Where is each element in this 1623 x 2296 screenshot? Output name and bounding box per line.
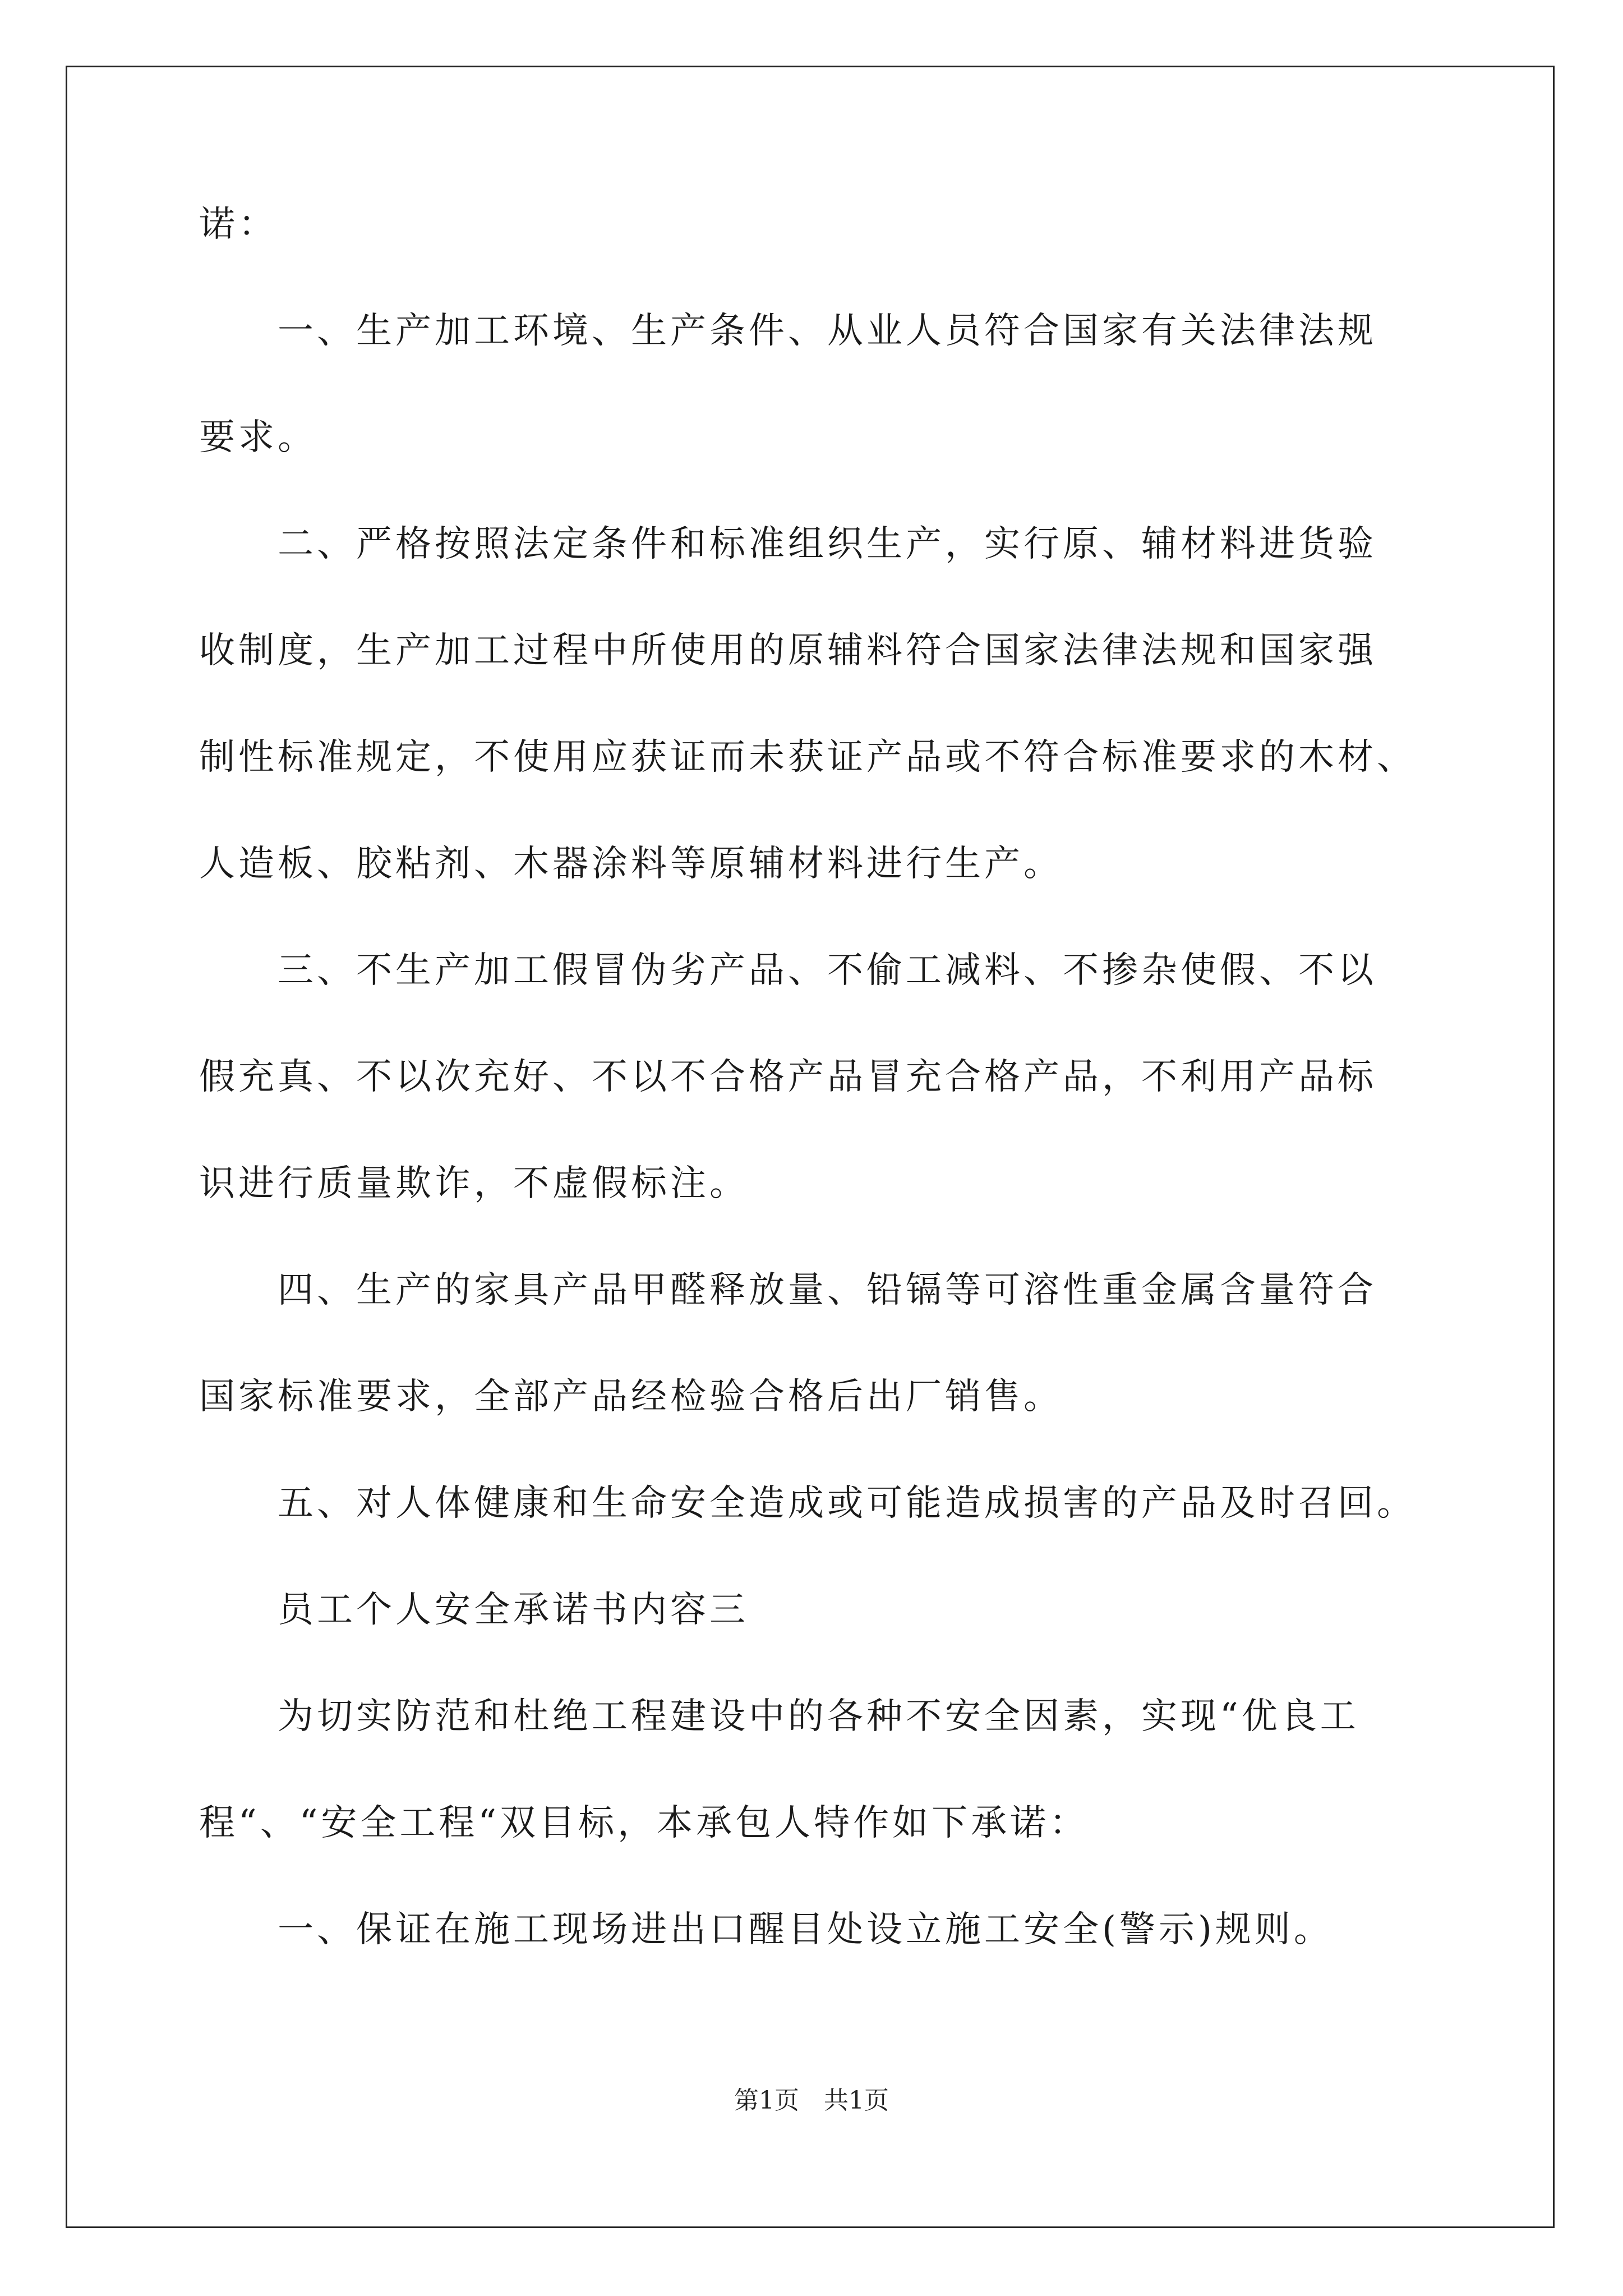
- section-heading: 员工个人安全承诺书内容三: [199, 1589, 749, 1631]
- paragraph-5: 五、对人体健康和生命安全造成或可能造成损害的产品及时召回。: [199, 1483, 1416, 1524]
- text-line: 国家标准要求，全部产品经检验合格后出厂销售。: [199, 1376, 1063, 1418]
- text-line: 要求。: [199, 417, 317, 458]
- text-line: 制性标准规定，不使用应获证而未获证产品或不符合标准要求的木材、: [199, 737, 1416, 778]
- text-line: 程“、“安全工程“双目标，本承包人特作如下承诺：: [199, 1802, 1089, 1844]
- paragraph-3: 三、不生产加工假冒伪劣产品、不偷工减料、不掺杂使假、不以: [199, 950, 1377, 991]
- text-line: 假充真、不以次充好、不以不合格产品冒充合格产品，不利用产品标: [199, 1056, 1377, 1098]
- paragraph-7: 一、保证在施工现场进出口醒目处设立施工安全(警示)规则。: [199, 1909, 1333, 1950]
- paragraph-6: 为切实防范和杜绝工程建设中的各种不安全因素，实现“优良工: [199, 1696, 1359, 1737]
- page-border: [66, 66, 1555, 2228]
- text-line: 诺：: [199, 204, 278, 245]
- paragraph-1: 一、生产加工环境、生产条件、从业人员符合国家有关法律法规: [199, 310, 1377, 352]
- text-line: 人造板、胶粘剂、木器涂料等原辅材料进行生产。: [199, 843, 1063, 885]
- paragraph-2: 二、严格按照法定条件和标准组织生产，实行原、辅材料进货验: [199, 523, 1377, 565]
- text-line: 识进行质量欺诈，不虚假标注。: [199, 1163, 749, 1204]
- text-line: 收制度，生产加工过程中所使用的原辅料符合国家法律法规和国家强: [199, 630, 1377, 671]
- page-footer: 第1页 共1页: [734, 2086, 889, 2115]
- paragraph-4: 四、生产的家具产品甲醛释放量、铅镉等可溶性重金属含量符合: [199, 1269, 1377, 1311]
